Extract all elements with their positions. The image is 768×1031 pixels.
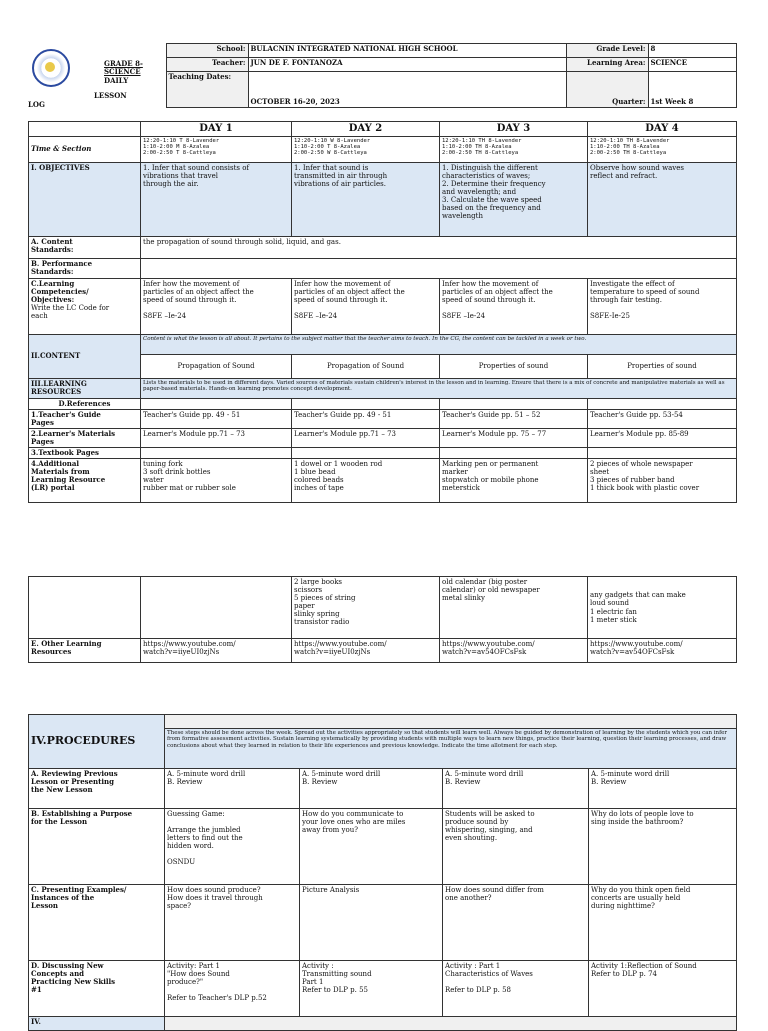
learning-area-label: Learning Area: [566, 58, 648, 72]
objective-day-3: 1. Distinguish the different characteristics of waves; 2. Determine their frequency and wavelength; and 3. Calculate the wave speed based on the frequency and wavelength [440, 162, 588, 236]
step-b-day-4: Why do lots of people love to sing inside the bathroom? [589, 809, 737, 885]
step-a-day-2: A. 5-minute word drill B. Review [300, 769, 443, 809]
competencies-note: Write the LC Code for each [31, 303, 110, 320]
learners-day-4: Learner's Module pp. 85-89 [588, 428, 737, 447]
step-d-day-3: Activity : Part 1 Characteristics of Waves Refer to DLP p. 58 [443, 961, 589, 1031]
learners-label: 2.Learner's Materials Pages [29, 428, 141, 447]
competency-day-2: Infer how the movement of particles of an object affect the speed of sound through it. S8FE –Ie-24 [292, 278, 440, 334]
resources-label: III.LEARNING RESOURCES [29, 378, 141, 398]
day-1-header: DAY 1 [141, 122, 292, 137]
other-resources-day-3[interactable]: https://www.youtube.com/ watch?v=av54OFCsFsk [440, 639, 588, 663]
additional-day-2: 1 dowel or 1 wooden rod 1 blue bead colored beads inches of tape [292, 458, 440, 502]
content-label: II.CONTENT [29, 334, 141, 378]
step-c-day-1: How does sound produce? How does it travel through space? [165, 885, 300, 961]
step-d-day-1: Activity: Part 1 "How does Sound produce?" Refer to Teacher's DLP p.52 [165, 961, 300, 1031]
other-resources-day-4[interactable]: https://www.youtube.com/ watch?v=av54OFCsFsk [588, 639, 737, 663]
teachers-guide-day-1: Teacher's Guide pp. 49 - 51 [141, 409, 292, 428]
textbook-label: 3.Textbook Pages [29, 447, 141, 458]
additional-day-3: Marking pen or permanent marker stopwatch or mobile phone meterstick [440, 458, 588, 502]
content-standards-label: A. Content Standards: [29, 236, 141, 258]
learning-area-value: SCIENCE [648, 58, 736, 72]
step-d-label: D. Discussing New Concepts and Practicing New Skills #1 [29, 961, 165, 1031]
grade-title: GRADE 8- [104, 58, 143, 68]
lesson-table-2 [28, 576, 737, 663]
step-d-day-2: Activity : Transmitting sound Part 1 Refer to DLP p. 55 [300, 961, 443, 1031]
deped-seal-icon [32, 49, 70, 87]
learners-day-1: Learner's Module pp.71 – 73 [141, 428, 292, 447]
lesson-title: LESSON [94, 90, 127, 100]
teaching-dates-label: Teaching Dates: [166, 72, 248, 108]
step-c-day-4: Why do you think open field concerts are usually held during nighttime? [589, 885, 737, 961]
content-standards-value: the propagation of sound through solid, liquid, and gas. [141, 236, 737, 258]
time-section-day-1: 12:20-1:10 T 8-Lavender 1:10-2:00 M 8-Azalea 2:00-2:50 T 8-Cattleya [141, 136, 292, 162]
step-a-day-3: A. 5-minute word drill B. Review [443, 769, 589, 809]
step-c-day-2: Picture Analysis [300, 885, 443, 961]
step-c-day-3: How does sound differ from one another? [443, 885, 589, 961]
daily-title: DAILY [104, 76, 129, 85]
additional-day-4: 2 pieces of whole newspaper sheet 3 pieces of rubber band 1 thick book with plastic cover [588, 458, 737, 502]
other-resources-label: E. Other Learning Resources [29, 639, 141, 663]
step-b-label: B. Establishing a Purpose for the Lesson [29, 809, 165, 885]
subject-title: SCIENCE [104, 67, 141, 77]
step-a-day-1: A. 5-minute word drill B. Review [165, 769, 300, 809]
step-a-label: A. Reviewing Previous Lesson or Presenting the New Lesson [29, 769, 165, 809]
teacher-value: JUN DE F. FONTANOZA [248, 58, 566, 72]
log-title: LOG [28, 99, 45, 108]
step-b-day-1: Guessing Game: Arrange the jumbled letters to find out the hidden word. OSNDU [165, 809, 300, 885]
step-b-day-2: How do you communicate to your love ones who are miles away from you? [300, 809, 443, 885]
procedures-table [28, 714, 737, 1031]
materials-cont-day-1 [141, 577, 292, 639]
content-note: Content is what the lesson is all about. It pertains to the subject matter that the teacher aims to teach. In the CG, the content can be tackled in a week or two. [141, 334, 737, 354]
learners-day-2: Learner's Module pp.71 – 73 [292, 428, 440, 447]
resources-note: Lists the materials to be used in different days. Varied sources of materials sustain children's interest in the lesson and in learning. Ensure that there is a mix of concrete and manipulative materials as well as paper-based materials. Hands-on learning promotes concept development. [141, 378, 737, 398]
teacher-label: Teacher: [166, 58, 248, 72]
content-day-3: Properties of sound [440, 354, 588, 378]
objective-day-4: Observe how sound waves reflect and refract. [588, 162, 737, 236]
competency-day-1: Infer how the movement of particles of an object affect the speed of sound through it. S8FE –Ie-24 [141, 278, 292, 334]
additional-label: 4.Additional Materials from Learning Resource (LR) portal [29, 458, 141, 502]
procedures-note: These steps should be done across the week. Spread out the activities appropriately so that students will learn well. Always be guided by demonstration of learning by the students which you can infer from formative assessment activities. Sustain learning systematically by providing students with multiple ways to learn new things, practice their learning, question their learning processes, and draw conclusions about what they learned in relation to their life experiences and previous knowledge. Indicate the time allotment for each step. [165, 729, 737, 769]
performance-standards-label: B. Performance Standards: [29, 258, 141, 278]
time-section-day-3: 12:20-1:10 TH 8-Lavender 1:10-2:00 TH 8-Azalea 2:00-2:50 TH 8-Cattleya [440, 136, 588, 162]
teachers-guide-day-4: Teacher's Guide pp. 53-54 [588, 409, 737, 428]
day-2-header: DAY 2 [292, 122, 440, 137]
objective-day-2: 1. Infer that sound is transmitted in air through vibrations of air particles. [292, 162, 440, 236]
grade-level-label: Grade Level: [566, 44, 648, 58]
step-b-day-3: Students will be asked to produce sound by whispering, singing, and even shouting. [443, 809, 589, 885]
time-section-day-2: 12:20-1:10 W 8-Lavender 1:10-2:00 T 8-Azalea 2:00-2:50 W 8-Cattleya [292, 136, 440, 162]
competency-day-4: Investigate the effect of temperature to speed of sound through fair testing. S8FE-Ie-25 [588, 278, 737, 334]
content-day-4: Properties of sound [588, 354, 737, 378]
deped-logo-cell [28, 44, 166, 108]
school-value: BULACNIN INTEGRATED NATIONAL HIGH SCHOOL [248, 44, 566, 58]
references-label: D.References [29, 398, 141, 409]
objectives-label: I. OBJECTIVES [29, 162, 141, 236]
next-section-label: IV. [29, 1017, 165, 1031]
grade-level-value: 8 [648, 44, 736, 58]
quarter-label: Quarter: [566, 72, 648, 108]
quarter-value: 1st Week 8 [648, 72, 736, 108]
objective-day-1: 1. Infer that sound consists of vibrations that travel through the air. [141, 162, 292, 236]
time-section-label: Time & Section [29, 136, 141, 162]
materials-cont-day-3: old calendar (big poster calendar) or old newspaper metal slinky [440, 577, 588, 639]
procedures-label: IV.PROCEDURES [29, 715, 165, 769]
competency-day-3: Infer how the movement of particles of an object affect the speed of sound through it. S8FE –Ie-24 [440, 278, 588, 334]
step-d-day-4: Activity 1:Reflection of Sound Refer to DLP p. 74 [589, 961, 737, 1031]
materials-cont-day-2: 2 large books scissors 5 pieces of string paper slinky spring transistor radio [292, 577, 440, 639]
content-day-2: Propagation of Sound [292, 354, 440, 378]
step-c-label: C. Presenting Examples/ Instances of the Lesson [29, 885, 165, 961]
school-label: School: [166, 44, 248, 58]
day-3-header: DAY 3 [440, 122, 588, 137]
header-table [28, 43, 737, 108]
competencies-label: C.Learning Competencies/ Objectives: [31, 278, 89, 304]
materials-cont-day-4: any gadgets that can make loud sound 1 electric fan 1 meter stick [588, 577, 737, 639]
additional-day-1: tuning fork 3 soft drink bottles water rubber mat or rubber sole [141, 458, 292, 502]
teaching-dates-value: OCTOBER 16-20, 2023 [248, 72, 566, 108]
day-4-header: DAY 4 [588, 122, 737, 137]
step-a-day-4: A. 5-minute word drill B. Review [589, 769, 737, 809]
teachers-guide-label: 1.Teacher's Guide Pages [29, 409, 141, 428]
lesson-table-1 [28, 121, 737, 503]
time-section-day-4: 12:20-1:10 TH 8-Lavender 1:10-2:00 TH 8-Azalea 2:00-2:50 TH 8-Cattleya [588, 136, 737, 162]
learners-day-3: Learner's Module pp. 75 – 77 [440, 428, 588, 447]
content-day-1: Propagation of Sound [141, 354, 292, 378]
teachers-guide-day-3: Teacher's Guide pp. 51 – 52 [440, 409, 588, 428]
other-resources-day-1[interactable]: https://www.youtube.com/ watch?v=iiyeUI0zjNs [141, 639, 292, 663]
teachers-guide-day-2: Teacher's Guide pp. 49 - 51 [292, 409, 440, 428]
other-resources-day-2[interactable]: https://www.youtube.com/ watch?v=iiyeUI0zjNs [292, 639, 440, 663]
